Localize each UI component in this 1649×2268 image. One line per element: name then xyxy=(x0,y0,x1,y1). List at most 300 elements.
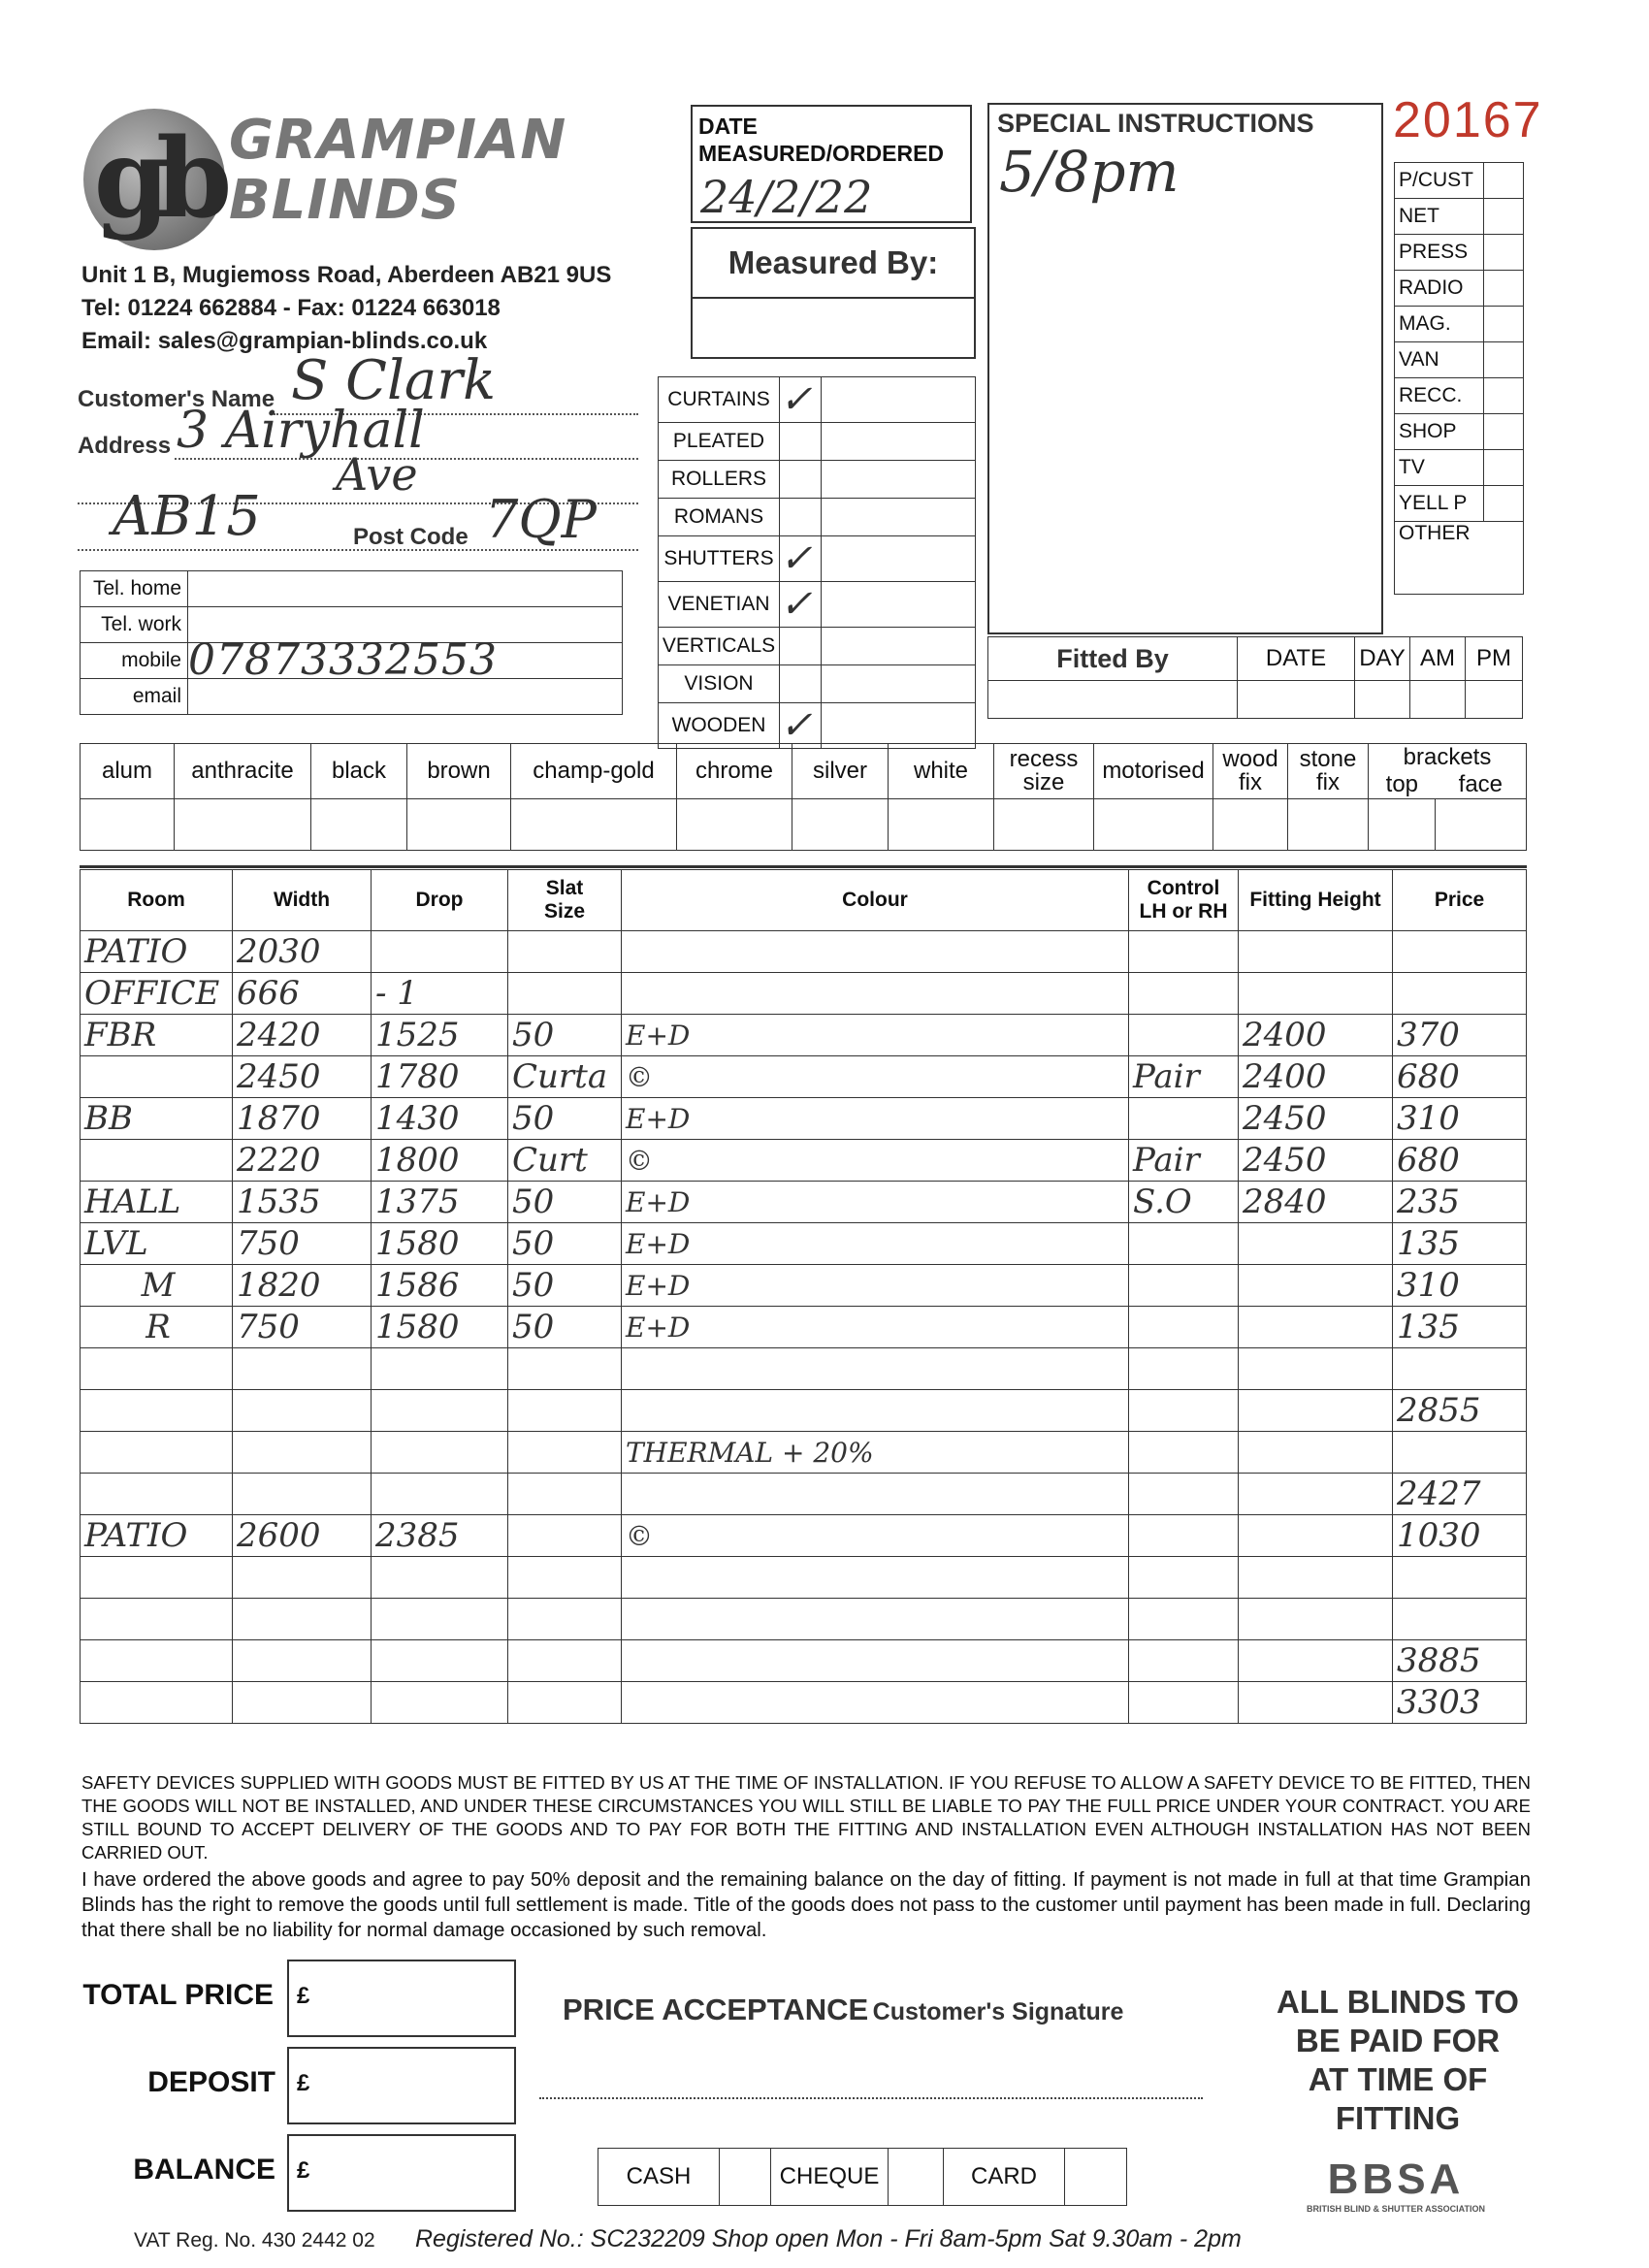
fitted-by-value[interactable] xyxy=(988,681,1238,719)
fitted-am-value[interactable] xyxy=(1410,681,1466,719)
col-slat-header: Slat Size xyxy=(508,870,622,931)
finish-cell[interactable] xyxy=(792,799,889,851)
table-row xyxy=(81,1140,1527,1182)
cell-control[interactable]: S.O xyxy=(1129,1182,1239,1223)
bbsa-tagline: BRITISH BLIND & SHUTTER ASSOCIATION xyxy=(1307,2204,1485,2214)
fitted-am-label: AM xyxy=(1410,637,1466,681)
source-item: NET xyxy=(1395,199,1484,235)
cell-slat[interactable]: 50 xyxy=(508,1015,622,1056)
table-row xyxy=(81,1182,1527,1223)
cell-width[interactable]: 2220 xyxy=(233,1140,372,1182)
col-price-header: Price xyxy=(1393,870,1527,931)
measured-by-label: Measured By: xyxy=(728,244,939,280)
product-type-table xyxy=(658,376,976,749)
cell-control[interactable] xyxy=(1129,973,1239,1015)
cell-price[interactable]: 680 xyxy=(1393,1140,1527,1182)
cell-room[interactable]: FBR xyxy=(81,1015,233,1056)
address-line2: Ave xyxy=(336,448,418,501)
cell-width[interactable]: 1535 xyxy=(233,1182,372,1223)
fitted-day-label: DAY xyxy=(1355,637,1410,681)
finish-champ-gold: champ-gold xyxy=(511,744,677,799)
finish-alum: alum xyxy=(81,744,175,799)
cell-fitting[interactable] xyxy=(1239,1223,1393,1265)
fitted-by-label: Fitted By xyxy=(988,637,1238,681)
cell-fitting[interactable] xyxy=(1239,973,1393,1015)
finish-cell[interactable] xyxy=(677,799,792,851)
cell-drop[interactable]: 2385 xyxy=(372,1515,508,1557)
cell-price[interactable] xyxy=(1393,1432,1527,1474)
product-check[interactable] xyxy=(780,665,822,703)
date-label: DATE xyxy=(698,113,758,139)
cell-slat[interactable]: Curta xyxy=(508,1056,622,1098)
cell-colour[interactable]: © xyxy=(622,1056,1129,1098)
cell-drop[interactable] xyxy=(372,1640,508,1682)
cell-colour[interactable] xyxy=(622,1390,1129,1432)
payment-card-label: CARD xyxy=(944,2149,1065,2206)
cell-width[interactable]: 2420 xyxy=(233,1015,372,1056)
cell-control[interactable] xyxy=(1129,1223,1239,1265)
cell-colour[interactable] xyxy=(622,1348,1129,1390)
contact-table xyxy=(80,570,623,715)
cell-control[interactable]: Pair xyxy=(1129,1056,1239,1098)
cell-colour[interactable] xyxy=(622,1599,1129,1640)
price-acceptance-title: PRICE ACCEPTANCE xyxy=(563,1993,869,2026)
source-item: VAN xyxy=(1395,342,1484,378)
cell-control[interactable] xyxy=(1129,1640,1239,1682)
payment-cash-label: CASH xyxy=(598,2149,720,2206)
cell-width[interactable]: 750 xyxy=(233,1307,372,1348)
price-acceptance xyxy=(563,1993,1123,2027)
cell-width[interactable]: 1870 xyxy=(233,1098,372,1140)
vat-number: VAT Reg. No. 430 2442 02 xyxy=(134,2229,375,2252)
cell-room[interactable] xyxy=(81,1056,233,1098)
cell-price[interactable]: 370 xyxy=(1393,1015,1527,1056)
cell-fitting[interactable] xyxy=(1239,1640,1393,1682)
cell-colour[interactable]: E+D xyxy=(622,1098,1129,1140)
cell-colour[interactable]: THERMAL + 20% xyxy=(622,1432,1129,1474)
company-name-line2: BLINDS xyxy=(229,169,461,232)
cell-slat[interactable] xyxy=(508,1348,622,1390)
cell-price[interactable]: 680 xyxy=(1393,1056,1527,1098)
cell-price[interactable]: 310 xyxy=(1393,1098,1527,1140)
order-table xyxy=(80,869,1527,1724)
table-row xyxy=(81,1682,1527,1724)
cell-fitting[interactable] xyxy=(1239,1348,1393,1390)
finish-cell[interactable] xyxy=(311,799,407,851)
table-row xyxy=(81,1640,1527,1682)
product-label: ROLLERS xyxy=(659,461,780,499)
cell-room[interactable] xyxy=(81,1599,233,1640)
mobile-label: mobile xyxy=(81,643,188,679)
cell-slat[interactable]: Curt xyxy=(508,1140,622,1182)
product-check[interactable]: ✓ xyxy=(780,582,822,628)
cell-price[interactable]: 310 xyxy=(1393,1265,1527,1307)
cell-price[interactable]: 3885 xyxy=(1393,1640,1527,1682)
postcode-rule xyxy=(78,549,638,551)
finish-cell[interactable] xyxy=(1369,799,1436,851)
cell-slat[interactable] xyxy=(508,1599,622,1640)
finish-cell[interactable] xyxy=(511,799,677,851)
postcode-label: Post Code xyxy=(353,524,469,550)
cell-price[interactable] xyxy=(1393,1557,1527,1599)
cell-room[interactable]: M xyxy=(81,1265,233,1307)
product-label: VENETIAN xyxy=(659,582,780,628)
finish-wood-fix: wood fix xyxy=(1213,744,1288,799)
cell-width[interactable]: 666 xyxy=(233,973,372,1015)
finish-cell[interactable] xyxy=(1213,799,1288,851)
finish-cell[interactable] xyxy=(407,799,511,851)
cell-slat[interactable] xyxy=(508,1640,622,1682)
table-row xyxy=(81,1599,1527,1640)
fitted-day-value[interactable] xyxy=(1355,681,1410,719)
cell-fitting[interactable] xyxy=(1239,1682,1393,1724)
cell-drop[interactable] xyxy=(372,1682,508,1724)
special-instructions-box xyxy=(987,103,1383,634)
cell-drop[interactable] xyxy=(372,1474,508,1515)
cell-drop[interactable] xyxy=(372,1390,508,1432)
finish-silver: silver xyxy=(792,744,889,799)
finish-cell[interactable] xyxy=(1436,799,1527,851)
col-room-header: Room xyxy=(81,870,233,931)
cell-fitting[interactable] xyxy=(1239,1432,1393,1474)
col-fitting-header: Fitting Height xyxy=(1239,870,1393,931)
cell-price[interactable] xyxy=(1393,973,1527,1015)
safety-notice: SAFETY DEVICES SUPPLIED WITH GOODS MUST BE FITTED BY US AT THE TIME OF INSTALLATION. IF YOU REFUSE TO ALLOW A SAFETY DEVICE TO BE FITTED, THEN THE GOODS WILL NOT BE INSTALLED, AND UNDER THESE CIRCUMSTANCES YOU WILL STILL BE LIABLE TO PAY THE FULL PRICE UNDER YOUR CONTRACT. YOU ARE STILL BOUND TO ACCEPT DELIVERY OF THE GOODS AND TO PAY FOR BOTH THE FITTING AND INSTALLATION EVEN ALTHOUGH INSTALLATION HAS NOT BEEN CARRIED OUT. xyxy=(81,1772,1531,1863)
cell-room[interactable]: R xyxy=(81,1307,233,1348)
cell-drop[interactable] xyxy=(372,1432,508,1474)
cell-room[interactable] xyxy=(81,1474,233,1515)
fitted-pm-label: PM xyxy=(1466,637,1523,681)
cell-fitting[interactable] xyxy=(1239,1599,1393,1640)
cell-slat[interactable]: 50 xyxy=(508,1307,622,1348)
postcode-value: 7QP xyxy=(485,489,597,550)
source-check[interactable] xyxy=(1484,163,1524,199)
cell-price[interactable] xyxy=(1393,1348,1527,1390)
cell-colour[interactable] xyxy=(622,931,1129,973)
source-check[interactable] xyxy=(1484,414,1524,450)
total-price-box[interactable]: £ xyxy=(287,1960,516,2037)
bbsa-logo-text: BBSA xyxy=(1327,2155,1465,2203)
product-label: VERTICALS xyxy=(659,628,780,665)
table-row xyxy=(81,1390,1527,1432)
cell-room[interactable]: LVL xyxy=(81,1223,233,1265)
source-check[interactable] xyxy=(1484,271,1524,307)
cell-slat[interactable] xyxy=(508,1557,622,1599)
cell-width[interactable] xyxy=(233,1390,372,1432)
special-instructions-value: 5/8pm xyxy=(999,139,1180,205)
source-item: OTHER xyxy=(1395,522,1524,595)
cell-fitting[interactable] xyxy=(1239,1515,1393,1557)
product-check[interactable] xyxy=(780,499,822,536)
cell-width[interactable] xyxy=(233,1432,372,1474)
cell-fitting[interactable] xyxy=(1239,1307,1393,1348)
source-item: TV xyxy=(1395,450,1484,486)
postcode-area: AB15 xyxy=(113,485,261,548)
cell-slat[interactable]: 50 xyxy=(508,1265,622,1307)
cell-drop[interactable]: 1580 xyxy=(372,1307,508,1348)
cell-price[interactable]: 3303 xyxy=(1393,1682,1527,1724)
cell-room[interactable] xyxy=(81,1640,233,1682)
cell-room[interactable] xyxy=(81,1682,233,1724)
company-address: Unit 1 B, Mugiemoss Road, Aberdeen AB21 9US xyxy=(81,262,612,288)
product-label: ROMANS xyxy=(659,499,780,536)
table-row xyxy=(81,1515,1527,1557)
address-label: Address xyxy=(78,433,172,459)
company-logo-letters: gb xyxy=(93,115,219,243)
table-row xyxy=(81,1474,1527,1515)
finish-options-table xyxy=(80,743,1527,851)
cell-fitting[interactable]: 2400 xyxy=(1239,1056,1393,1098)
source-check[interactable] xyxy=(1484,450,1524,486)
cell-drop[interactable]: 1430 xyxy=(372,1098,508,1140)
cell-colour[interactable]: E+D xyxy=(622,1223,1129,1265)
bbsa-logo xyxy=(1286,2155,1505,2214)
cell-room[interactable]: PATIO xyxy=(81,931,233,973)
finish-cell[interactable] xyxy=(994,799,1094,851)
cell-control[interactable] xyxy=(1129,1307,1239,1348)
cell-fitting[interactable] xyxy=(1239,1390,1393,1432)
cell-slat[interactable]: 50 xyxy=(508,1098,622,1140)
finish-motorised: motorised xyxy=(1094,744,1213,799)
cell-slat[interactable] xyxy=(508,1682,622,1724)
source-item: PRESS xyxy=(1395,235,1484,271)
product-check[interactable]: ✓ xyxy=(780,377,822,423)
date-measured-box xyxy=(691,105,972,223)
cell-width[interactable] xyxy=(233,1640,372,1682)
col-width-header: Width xyxy=(233,870,372,931)
payment-cash-box[interactable] xyxy=(720,2149,771,2206)
finish-anthracite: anthracite xyxy=(175,744,311,799)
source-check[interactable] xyxy=(1484,235,1524,271)
cell-slat[interactable] xyxy=(508,1515,622,1557)
cell-control[interactable] xyxy=(1129,1348,1239,1390)
cell-slat[interactable] xyxy=(508,1390,622,1432)
source-item: SHOP xyxy=(1395,414,1484,450)
cell-control[interactable] xyxy=(1129,1474,1239,1515)
cell-colour[interactable]: E+D xyxy=(622,1015,1129,1056)
cell-slat[interactable] xyxy=(508,931,622,973)
finish-stone-fix: stone fix xyxy=(1288,744,1369,799)
email-label: email xyxy=(81,679,188,715)
col-drop-header: Drop xyxy=(372,870,508,931)
product-check[interactable] xyxy=(780,461,822,499)
date-value: 24/2/22 xyxy=(700,171,873,223)
source-check[interactable] xyxy=(1484,307,1524,342)
cell-control[interactable] xyxy=(1129,1098,1239,1140)
cell-slat[interactable] xyxy=(508,1432,622,1474)
registration-hours: Registered No.: SC232209 Shop open Mon - Fri 8am-5pm Sat 9.30am - 2pm xyxy=(415,2225,1242,2252)
finish-cell[interactable] xyxy=(889,799,994,851)
cell-control[interactable] xyxy=(1129,1557,1239,1599)
product-label: VISION xyxy=(659,665,780,703)
table-top-rule xyxy=(80,865,1527,868)
cell-colour[interactable] xyxy=(622,1682,1129,1724)
measured-by-box xyxy=(691,227,976,359)
cell-width[interactable] xyxy=(233,1599,372,1640)
source-check[interactable] xyxy=(1484,199,1524,235)
cell-room[interactable] xyxy=(81,1140,233,1182)
cell-control[interactable] xyxy=(1129,1015,1239,1056)
cell-drop[interactable]: 1586 xyxy=(372,1265,508,1307)
cell-slat[interactable] xyxy=(508,973,622,1015)
finish-cell[interactable] xyxy=(1288,799,1369,851)
cell-colour[interactable] xyxy=(622,1557,1129,1599)
cell-price[interactable]: 2427 xyxy=(1393,1474,1527,1515)
payment-cheque-box[interactable] xyxy=(889,2149,944,2206)
cell-fitting[interactable] xyxy=(1239,1557,1393,1599)
source-item: P/CUST xyxy=(1395,163,1484,199)
order-number: 20167 xyxy=(1393,92,1543,148)
cell-slat[interactable]: 50 xyxy=(508,1182,622,1223)
cell-colour[interactable]: © xyxy=(622,1140,1129,1182)
source-check[interactable] xyxy=(1484,342,1524,378)
cell-drop[interactable]: 1525 xyxy=(372,1015,508,1056)
col-control-header: Control LH or RH xyxy=(1129,870,1239,931)
balance-box[interactable]: £ xyxy=(287,2134,516,2212)
cell-price[interactable]: 235 xyxy=(1393,1182,1527,1223)
payment-card-box[interactable] xyxy=(1065,2149,1127,2206)
signature-line[interactable] xyxy=(539,2097,1203,2099)
cell-fitting[interactable] xyxy=(1239,1265,1393,1307)
cell-control[interactable] xyxy=(1129,1599,1239,1640)
balance-label: BALANCE xyxy=(133,2154,275,2186)
cell-colour[interactable]: E+D xyxy=(622,1182,1129,1223)
cell-colour[interactable] xyxy=(622,1640,1129,1682)
cell-control[interactable] xyxy=(1129,1432,1239,1474)
cell-room[interactable]: HALL xyxy=(81,1182,233,1223)
cell-price[interactable]: 2855 xyxy=(1393,1390,1527,1432)
source-item: RADIO xyxy=(1395,271,1484,307)
source-check[interactable] xyxy=(1484,378,1524,414)
cell-price[interactable]: 135 xyxy=(1393,1223,1527,1265)
tel-home-label: Tel. home xyxy=(81,571,188,607)
customer-name-value: S Clark xyxy=(291,349,497,412)
table-row xyxy=(81,931,1527,973)
cell-colour[interactable]: E+D xyxy=(622,1265,1129,1307)
mobile-value[interactable]: 07873332553 xyxy=(188,643,623,679)
col-colour-header: Colour xyxy=(622,870,1129,931)
cell-fitting[interactable]: 2450 xyxy=(1239,1098,1393,1140)
company-phone-fax: Tel: 01224 662884 - Fax: 01224 663018 xyxy=(81,295,501,321)
cell-room[interactable] xyxy=(81,1390,233,1432)
product-check[interactable]: ✓ xyxy=(780,703,822,749)
cell-drop[interactable]: 1780 xyxy=(372,1056,508,1098)
source-check[interactable] xyxy=(1484,486,1524,522)
cell-control[interactable] xyxy=(1129,1390,1239,1432)
address-line1: 3 Airyhall xyxy=(177,402,425,460)
cell-room[interactable] xyxy=(81,1432,233,1474)
cell-drop[interactable]: 1375 xyxy=(372,1182,508,1223)
cell-fitting[interactable] xyxy=(1239,931,1393,973)
cell-control[interactable] xyxy=(1129,1515,1239,1557)
table-row xyxy=(81,1307,1527,1348)
cell-price[interactable] xyxy=(1393,1599,1527,1640)
cell-fitting[interactable] xyxy=(1239,1474,1393,1515)
finish-brackets: brackets xyxy=(1369,744,1527,772)
cell-slat[interactable]: 50 xyxy=(508,1223,622,1265)
cell-width[interactable] xyxy=(233,1474,372,1515)
finish-brackets-face: face xyxy=(1436,771,1527,799)
cell-drop[interactable] xyxy=(372,931,508,973)
cell-room[interactable]: OFFICE xyxy=(81,973,233,1015)
tel-home-value[interactable] xyxy=(188,571,623,607)
finish-brown: brown xyxy=(407,744,511,799)
cell-colour[interactable] xyxy=(622,973,1129,1015)
source-item: MAG. xyxy=(1395,307,1484,342)
cell-price[interactable]: 135 xyxy=(1393,1307,1527,1348)
cell-width[interactable]: 2450 xyxy=(233,1056,372,1098)
product-check[interactable] xyxy=(780,628,822,665)
cell-price[interactable] xyxy=(1393,931,1527,973)
cell-fitting[interactable]: 2840 xyxy=(1239,1182,1393,1223)
finish-chrome: chrome xyxy=(677,744,792,799)
cell-colour[interactable] xyxy=(622,1474,1129,1515)
cell-width[interactable]: 2600 xyxy=(233,1515,372,1557)
cell-control[interactable] xyxy=(1129,1682,1239,1724)
table-row xyxy=(81,1223,1527,1265)
cell-slat[interactable] xyxy=(508,1474,622,1515)
finish-recess-size: recess size xyxy=(994,744,1094,799)
finish-brackets-top: top xyxy=(1369,771,1436,799)
cell-width[interactable]: 750 xyxy=(233,1223,372,1265)
cell-width[interactable]: 2030 xyxy=(233,931,372,973)
cell-width[interactable] xyxy=(233,1348,372,1390)
cell-colour[interactable]: E+D xyxy=(622,1307,1129,1348)
cell-room[interactable]: BB xyxy=(81,1098,233,1140)
cell-room[interactable]: PATIO xyxy=(81,1515,233,1557)
cell-width[interactable]: 1820 xyxy=(233,1265,372,1307)
cell-colour[interactable]: © xyxy=(622,1515,1129,1557)
cell-control[interactable] xyxy=(1129,931,1239,973)
payment-cheque-label: CHEQUE xyxy=(771,2149,889,2206)
table-row xyxy=(81,1432,1527,1474)
product-label: WOODEN xyxy=(659,703,780,749)
product-check[interactable] xyxy=(780,423,822,461)
cell-fitting[interactable]: 2400 xyxy=(1239,1015,1393,1056)
payment-terms: I have ordered the above goods and agree to pay 50% deposit and the remaining balance on the day of fitting. If payment is not made in full at that time Grampian Blinds has the right to remove the goods until full settlement is made. Title of the goods does not pass to the customer until payment has been made in full. Declaring that there shall be no liability for normal damage occasioned by such removal. xyxy=(81,1868,1531,1941)
cell-drop[interactable] xyxy=(372,1557,508,1599)
cell-room[interactable] xyxy=(81,1557,233,1599)
cell-fitting[interactable]: 2450 xyxy=(1239,1140,1393,1182)
cell-room[interactable] xyxy=(81,1348,233,1390)
finish-cell[interactable] xyxy=(175,799,311,851)
fitted-pm-value[interactable] xyxy=(1466,681,1523,719)
cell-width[interactable] xyxy=(233,1682,372,1724)
product-check[interactable]: ✓ xyxy=(780,536,822,582)
product-label: SHUTTERS xyxy=(659,536,780,582)
cell-drop[interactable]: 1580 xyxy=(372,1223,508,1265)
table-row xyxy=(81,1557,1527,1599)
cell-drop[interactable] xyxy=(372,1348,508,1390)
cell-drop[interactable]: 1800 xyxy=(372,1140,508,1182)
fitted-date-label: DATE xyxy=(1238,637,1355,681)
cell-control[interactable]: Pair xyxy=(1129,1140,1239,1182)
cell-drop[interactable] xyxy=(372,1599,508,1640)
cell-width[interactable] xyxy=(233,1557,372,1599)
finish-cell[interactable] xyxy=(1094,799,1213,851)
fitted-date-value[interactable] xyxy=(1238,681,1355,719)
cell-price[interactable]: 1030 xyxy=(1393,1515,1527,1557)
company-name-line1: GRAMPIAN xyxy=(229,109,567,172)
measured-ordered-label: MEASURED/ORDERED xyxy=(698,141,945,166)
product-label: PLEATED xyxy=(659,423,780,461)
cell-drop[interactable]: - 1 xyxy=(372,973,508,1015)
customer-name-label: Customer's Name xyxy=(78,386,275,412)
cell-control[interactable] xyxy=(1129,1265,1239,1307)
finish-cell[interactable] xyxy=(81,799,175,851)
deposit-box[interactable]: £ xyxy=(287,2047,516,2124)
table-row xyxy=(81,973,1527,1015)
